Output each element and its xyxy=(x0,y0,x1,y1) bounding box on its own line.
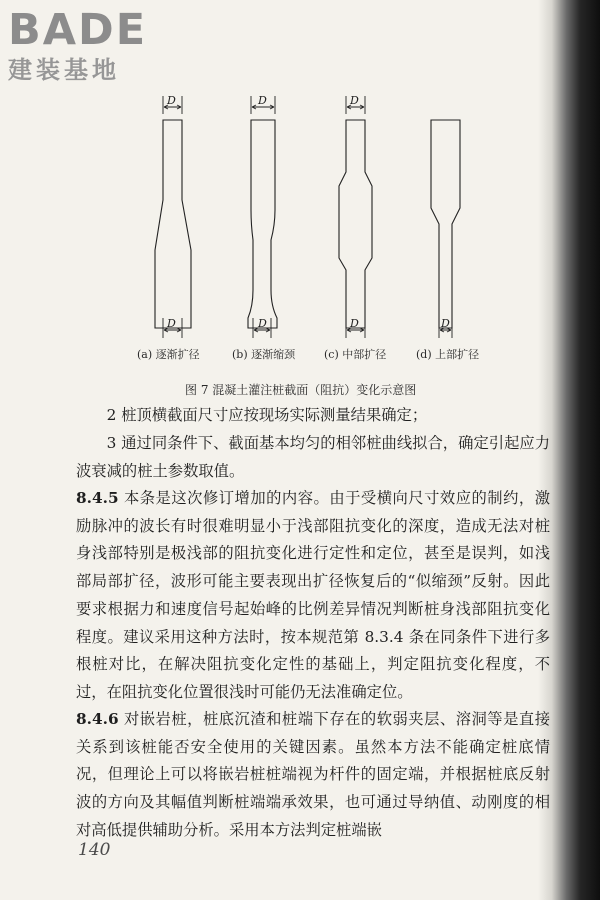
pile-section-figure xyxy=(0,0,600,400)
paragraph-item-3 xyxy=(76,430,550,485)
paragraph-text: 2 桩顶横截面尺寸应按现场实际测量结果确定； xyxy=(76,406,428,424)
pile-shape-c xyxy=(339,120,372,328)
dim-label-b-bottom: D xyxy=(258,317,267,330)
figure-sublabel-a: (a) 逐渐扩径 xyxy=(137,348,200,361)
pile-shape-d xyxy=(431,120,460,328)
page-number: 140 xyxy=(78,840,111,860)
dim-label-b-top: D xyxy=(258,94,267,107)
paragraph-text: 本条是这次修订增加的内容。由于受横向尺寸效应的制约，激励脉冲的波长有时很难明显小于浅部阻抗变化的深度，造成无法对桩身浅部特别是极浅部的阻抗变化进行定性和定位，甚至是误判，如浅部局部扩径，波形可能主要表现出扩径恢复后的“似缩颈”反射。因此要求根据力和速度信号起始峰的比例差异情况判断桩身浅部阻抗变化程度。建议采用这种方法时，按本规范第 8.3.4 条在同条件下进行多根桩对比，在解决阻抗变化定性的基础上，判定阻抗变化程度，不过，在阻抗变化位置很浅时可能仍无法准确定位。 xyxy=(76,489,550,701)
paragraph-item-2 xyxy=(76,402,550,430)
figure-sublabel-c: (c) 中部扩径 xyxy=(324,348,387,361)
section-number: 8.4.6 xyxy=(76,710,119,728)
logo-main-text: BADE xyxy=(8,5,148,55)
dim-label-a-top: D xyxy=(167,94,176,107)
paragraph-8-4-6 xyxy=(76,706,550,845)
paragraph-text: 3 通过同条件下、截面基本均匀的相邻桩曲线拟合，确定引起应力波衰减的桩土参数取值。 xyxy=(76,434,550,480)
figure-sublabel-b: (b) 逐渐缩颈 xyxy=(232,348,296,361)
dim-label-a-bottom: D xyxy=(167,317,176,330)
dim-label-d-bottom: D xyxy=(441,317,450,330)
pile-shape-b xyxy=(248,120,277,328)
section-number: 8.4.5 xyxy=(76,489,119,507)
figure-sublabel-d: (d) 上部扩径 xyxy=(416,348,480,361)
logo-sub-text: 建装基地 xyxy=(8,56,120,84)
dim-label-c-top: D xyxy=(350,94,359,107)
dim-label-c-bottom: D xyxy=(350,317,359,330)
paragraph-8-4-5 xyxy=(76,485,550,707)
paragraph-text: 对嵌岩桩，桩底沉渣和桩端下存在的软弱夹层、溶洞等是直接关系到该桩能否安全使用的关键因素。虽然本方法不能确定桩底情况，但理论上可以将嵌岩桩桩端视为杆件的固定端，并根据桩底反射波的方向及其幅值判断桩端端承效果，也可通过导纳值、动刚度的相对高低提供辅助分析。采用本方法判定桩端嵌 xyxy=(76,710,550,839)
pile-shape-a xyxy=(155,120,191,328)
figure-caption: 图 7 混凝土灌注桩截面（阻抗）变化示意图 xyxy=(185,383,417,397)
